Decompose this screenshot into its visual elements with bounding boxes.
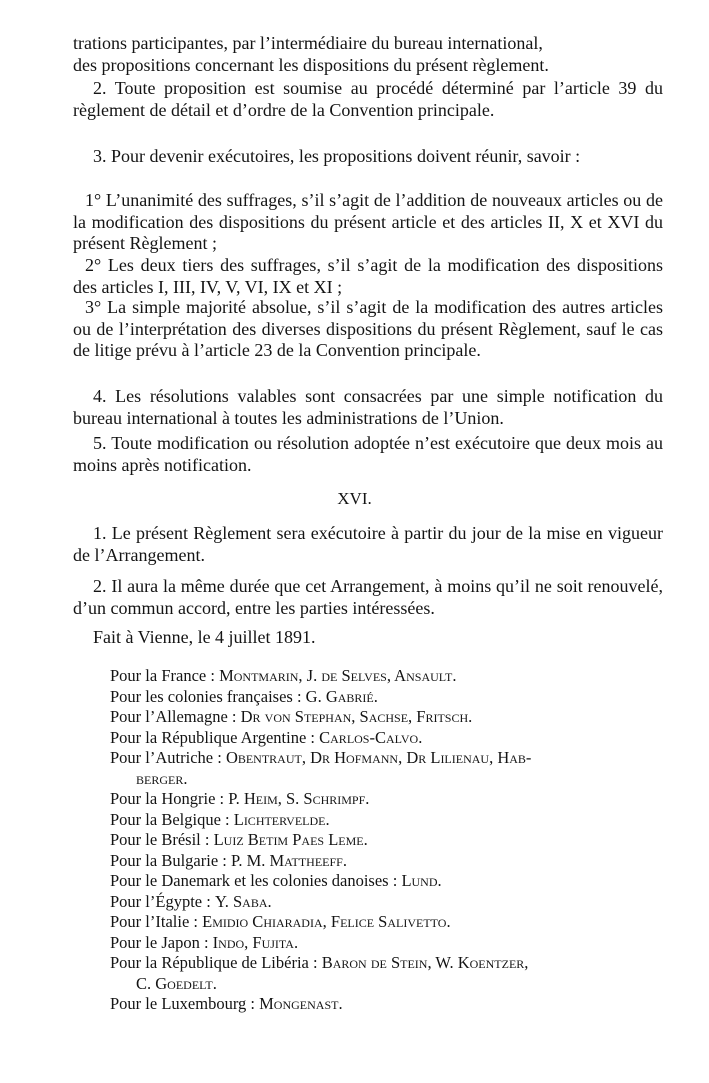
signatory-names: G. Gabrié. xyxy=(305,686,378,706)
paragraph-2: 2. Toute proposition est soumise au procédé déterminé par l’article 39 du règlement de détail et d’ordre de la Convention principale. xyxy=(73,78,663,120)
signatory-names: Obentraut, Dr Hofmann, Dr Lilienau, Hab- xyxy=(225,748,532,767)
signatory-entry xyxy=(110,707,663,728)
signatory-entry xyxy=(110,748,663,769)
done-at-line: Fait à Vienne, le 4 juillet 1891. xyxy=(93,627,316,647)
signatory-names: Luiz Betim Paes Leme. xyxy=(213,830,368,849)
xvi-paragraph-1: 1. Le présent Règlement sera exécutoire à partir du jour de la mise en vigueur de l’Arrangement. xyxy=(73,523,663,565)
signatory-names: P. M. Mattheeff. xyxy=(230,850,347,870)
signatory-names: Indo, Fujita. xyxy=(212,932,299,952)
signatory-list xyxy=(110,666,663,1015)
signatory-country: Pour la République de Libéria : xyxy=(110,953,318,972)
signatory-names-continued: berger. xyxy=(136,768,188,788)
signatory-entry xyxy=(110,933,663,954)
intro-line-1: trations participantes, par l’intermédiaire du bureau international, xyxy=(73,33,543,53)
signatory-entry xyxy=(110,789,663,810)
signatory-entry xyxy=(110,953,663,974)
signatory-country: Pour l’Allemagne : xyxy=(110,707,237,726)
signatory-entry xyxy=(110,810,663,831)
signatory-names: Lichtervelde. xyxy=(233,809,330,829)
paragraph-4: 4. Les résolutions valables sont consacrées par une simple notification du bureau international à toutes les administrations de l’Union. xyxy=(73,386,663,428)
signatory-country: Pour les colonies françaises : xyxy=(110,686,302,706)
xvi-paragraph-2: 2. Il aura la même durée que cet Arrangement, à moins qu’il ne soit renouvelé, d’un commun accord, entre les parties intéressées. xyxy=(73,576,663,618)
paragraph-3: 3. Pour devenir exécutoires, les propositions doivent réunir, savoir : xyxy=(93,146,581,166)
paragraph-3-item-1: 1° L’unanimité des suffrages, s’il s’agit de l’addition de nouveaux articles ou de la modification des dispositions du présent article et des articles II, X et XVI du présent Règlement ; xyxy=(73,190,663,253)
signatory-names: Montmarin, J. de Selves, Ansault. xyxy=(219,666,457,685)
signatory-entry xyxy=(110,666,663,687)
signatory-country: Pour l’Autriche : xyxy=(110,748,222,767)
signatory-entry xyxy=(110,830,663,851)
signatory-entry xyxy=(110,687,663,708)
signatory-entry xyxy=(110,892,663,913)
paragraph-3-item-3: 3° La simple majorité absolue, s’il s’agit de la modification des autres articles ou de l’interprétation des diverses dispositions du présent Règlement, sauf le cas de litige prévu à l’article 23 de la Convention principale. xyxy=(73,297,663,360)
signatory-country: Pour l’Égypte : xyxy=(110,891,211,911)
signatory-names: Lund. xyxy=(401,871,442,890)
signatory-names: P. Heim, S. Schrimpf. xyxy=(228,789,370,808)
intro-paragraph xyxy=(73,33,663,76)
signatory-country: Pour la Hongrie : xyxy=(110,789,225,808)
signatory-country: Pour le Japon : xyxy=(110,932,209,952)
signatory-names: Emidio Chiaradia, Felice Salivetto. xyxy=(202,912,451,931)
signatory-entry xyxy=(110,912,663,933)
signatory-country: Pour la Bulgarie : xyxy=(110,850,227,870)
signatory-country: Pour le Luxembourg : xyxy=(110,994,255,1013)
signatory-country: Pour la France : xyxy=(110,666,215,685)
signatory-entry xyxy=(110,851,663,872)
signatory-country: Pour la République Argentine : xyxy=(110,727,316,747)
signatory-country: Pour la Belgique : xyxy=(110,809,230,829)
signatory-names: Baron de Stein, W. Koentzer, xyxy=(321,953,529,972)
section-heading: XVI. xyxy=(337,489,372,508)
intro-line-2: des propositions concernant les dispositions du présent règlement. xyxy=(73,54,549,75)
signatory-names: Carlos-Calvo. xyxy=(319,727,423,747)
signatory-names: Y. Saba. xyxy=(214,891,272,911)
signatory-entry xyxy=(110,994,663,1015)
signatory-country: Pour le Brésil : xyxy=(110,830,210,849)
signatory-country: Pour le Danemark et les colonies danoises : xyxy=(110,871,398,890)
signatory-names-continued: C. Goedelt. xyxy=(136,973,217,993)
signatory-entry xyxy=(110,728,663,749)
paragraph-3-item-2: 2° Les deux tiers des suffrages, s’il s’agit de la modification des dispositions des articles I, III, IV, V, VI, IX et XI ; xyxy=(73,255,663,297)
signatory-country: Pour l’Italie : xyxy=(110,912,198,931)
signatory-names: Dr von Stephan, Sachse, Fritsch. xyxy=(240,707,473,726)
paragraph-5: 5. Toute modification ou résolution adoptée n’est exécutoire que deux mois au moins après notification. xyxy=(73,433,663,475)
signatory-names: Mongenast. xyxy=(259,994,343,1013)
signatory-entry xyxy=(110,871,663,892)
